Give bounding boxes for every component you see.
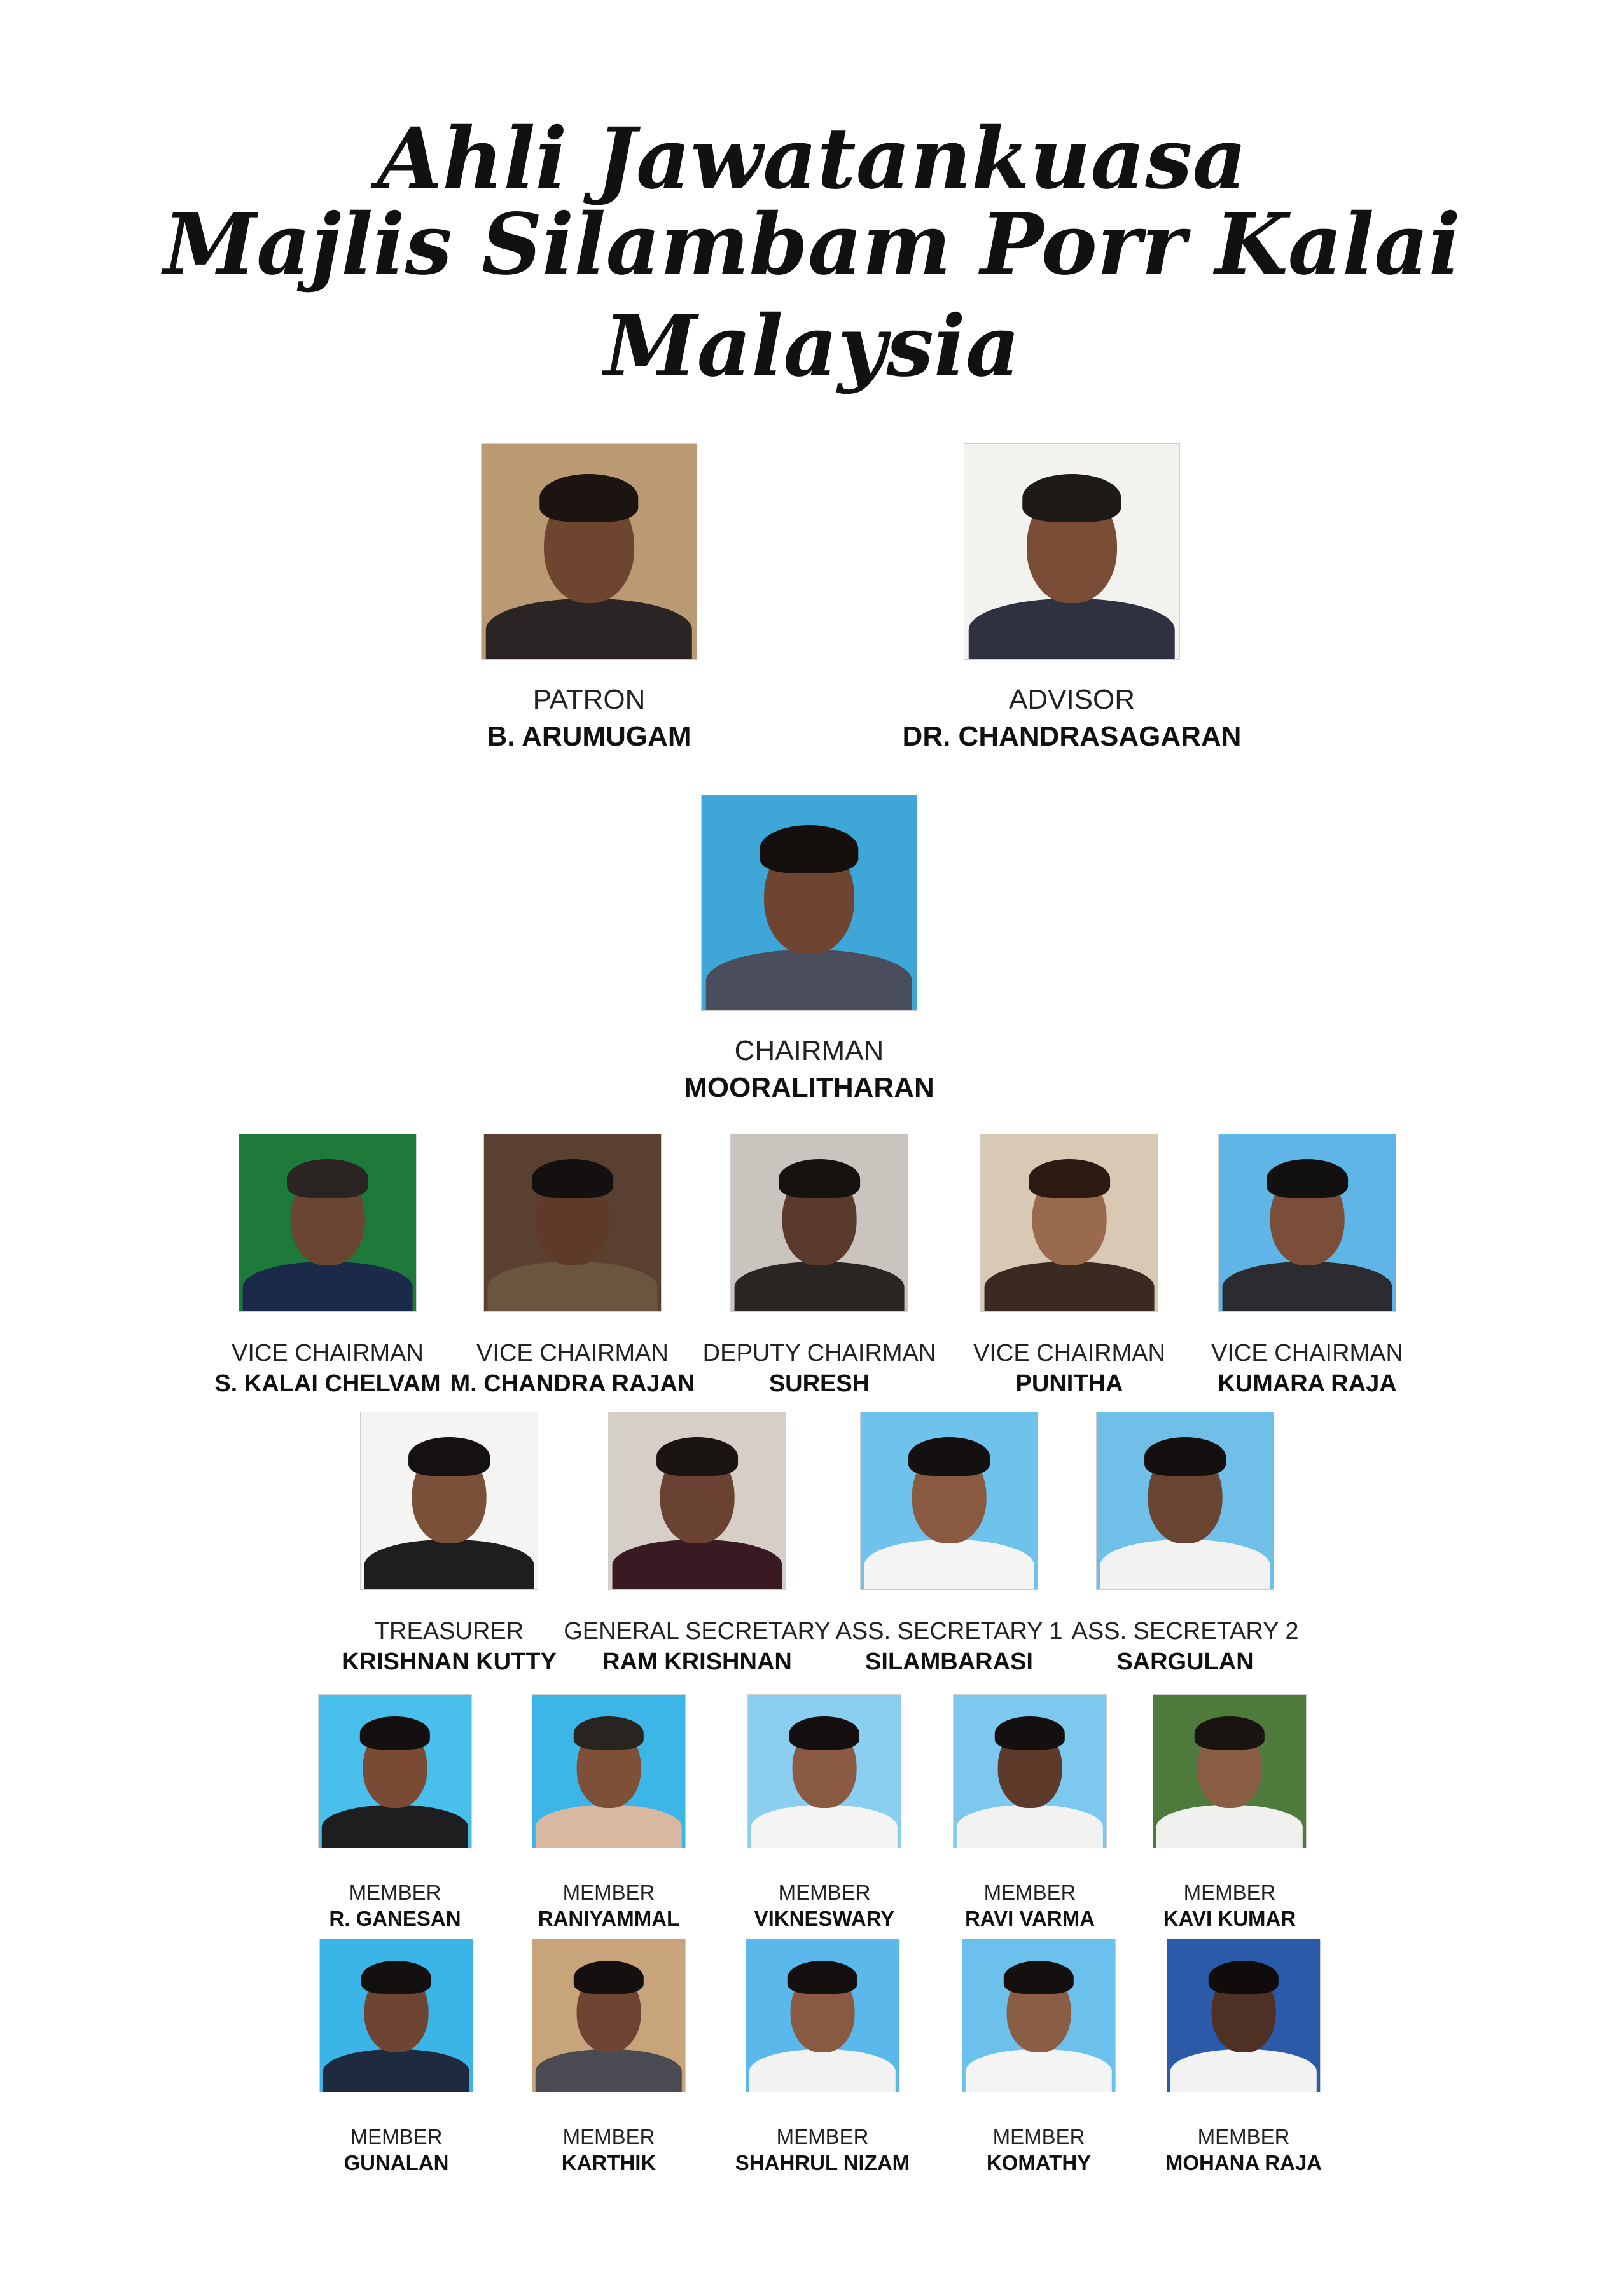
member-role: MEMBER — [349, 1881, 441, 1904]
member-photo — [964, 444, 1179, 659]
member-photo — [361, 1412, 538, 1589]
member-photo — [861, 1412, 1038, 1589]
portrait-hair — [789, 1716, 859, 1750]
portrait-shoulders — [1170, 2049, 1317, 2092]
member-photo — [239, 1134, 416, 1311]
member-photo — [532, 1939, 685, 2092]
member-role: MEMBER — [992, 2125, 1085, 2148]
member-card — [494, 1695, 723, 1932]
member-name: B. ARUMUGAM — [487, 721, 691, 752]
member-name: RAM KRISHNAN — [602, 1648, 792, 1675]
member-name: PUNITHA — [1015, 1370, 1123, 1397]
portrait-shoulders — [969, 599, 1175, 659]
portrait-hair — [1144, 1437, 1226, 1476]
portrait-hair — [574, 1961, 644, 1995]
member-name: MOHANA RAJA — [1165, 2151, 1322, 2175]
member-name: KUMARA RAJA — [1218, 1370, 1397, 1397]
portrait-hair — [574, 1716, 644, 1750]
member-name: RAVI VARMA — [964, 1907, 1095, 1930]
member-role: ASS. SECRETARY 2 — [1071, 1618, 1299, 1645]
portrait-shoulders — [243, 1262, 413, 1311]
portrait-hair — [656, 1437, 738, 1476]
portrait-shoulders — [985, 1262, 1155, 1311]
member-card — [710, 1695, 939, 1932]
member-card — [194, 1134, 461, 1399]
portrait-shoulders — [486, 599, 692, 659]
member-name: VIKNESWARY — [754, 1907, 895, 1930]
member-name: KOMATHY — [986, 2151, 1092, 2175]
member-role: MEMBER — [562, 1881, 655, 1904]
portrait-shoulders — [735, 1262, 905, 1311]
member-card — [494, 1939, 723, 2176]
member-card — [924, 1939, 1153, 2176]
member-photo — [319, 1695, 471, 1848]
portrait-shoulders — [1100, 1540, 1270, 1589]
member-role: MEMBER — [350, 2125, 443, 2148]
member-role: MEMBER — [1183, 1881, 1276, 1904]
member-photo — [981, 1134, 1158, 1311]
member-card — [281, 1695, 510, 1932]
member-name: SARGULAN — [1116, 1648, 1254, 1675]
member-photo — [320, 1939, 473, 2092]
portrait-hair — [1267, 1159, 1348, 1198]
member-name: DR. CHANDRASAGARAN — [902, 721, 1242, 752]
portrait-hair — [1209, 1961, 1279, 1995]
portrait-shoulders — [1156, 1805, 1303, 1848]
member-photo — [962, 1939, 1115, 2092]
portrait-hair — [788, 1961, 857, 1995]
member-card — [316, 1412, 583, 1677]
member-role: MEMBER — [778, 1881, 871, 1904]
member-card — [439, 1134, 706, 1399]
portrait-shoulders — [323, 2049, 469, 2092]
member-card — [686, 1134, 953, 1399]
portrait-hair — [995, 1716, 1065, 1750]
member-role: VICE CHAIRMAN — [232, 1340, 424, 1367]
member-photo — [954, 1695, 1106, 1848]
member-card — [915, 1695, 1144, 1932]
page-title-line2: Majlis Silambam Porr Kalai Malaysia — [163, 195, 1461, 396]
member-role: GENERAL SECRETARY — [564, 1618, 831, 1645]
member-card — [392, 444, 786, 756]
portrait-hair — [1022, 474, 1121, 521]
member-photo — [1153, 1695, 1306, 1848]
member-card — [564, 1412, 831, 1677]
member-name: KAVI KUMAR — [1163, 1907, 1296, 1930]
portrait-shoulders — [1223, 1262, 1392, 1311]
portrait-shoulders — [364, 1540, 534, 1589]
member-name: S. KALAI CHELVAM — [214, 1370, 441, 1397]
member-photo — [484, 1134, 661, 1311]
member-photo — [746, 1939, 899, 2092]
member-card — [1129, 1939, 1358, 2176]
member-role: VICE CHAIRMAN — [1211, 1340, 1403, 1367]
member-card — [708, 1939, 937, 2176]
portrait-shoulders — [613, 1540, 782, 1589]
member-card — [612, 795, 1006, 1107]
member-card — [1174, 1134, 1441, 1399]
portrait-shoulders — [957, 1805, 1103, 1848]
portrait-hair — [539, 474, 638, 521]
member-name: MOORALITHARAN — [684, 1072, 934, 1103]
member-card — [1115, 1695, 1344, 1932]
member-name: SHAHRUL NIZAM — [735, 2151, 910, 2175]
portrait-shoulders — [536, 1805, 682, 1848]
portrait-shoulders — [749, 2049, 896, 2092]
portrait-hair — [532, 1159, 613, 1198]
member-card — [936, 1134, 1203, 1399]
member-name: GUNALAN — [344, 2151, 449, 2175]
member-photo — [1097, 1412, 1274, 1589]
portrait-hair — [1029, 1159, 1110, 1198]
member-card — [1051, 1412, 1319, 1677]
member-role: PATRON — [532, 684, 646, 715]
member-role: VICE CHAIRMAN — [973, 1340, 1165, 1367]
member-name: KRISHNAN KUTTY — [342, 1648, 557, 1675]
member-role: MEMBER — [1197, 2125, 1290, 2148]
member-photo — [1167, 1939, 1320, 2092]
portrait-hair — [779, 1159, 860, 1198]
member-role: MEMBER — [562, 2125, 655, 2148]
member-name: M. CHANDRA RAJAN — [450, 1370, 695, 1397]
portrait-hair — [361, 1961, 431, 1995]
page-title-line1: Ahli Jawatankuasa — [377, 109, 1247, 208]
member-name: KARTHIK — [561, 2151, 656, 2175]
portrait-shoulders — [322, 1805, 468, 1848]
portrait-shoulders — [864, 1540, 1034, 1589]
portrait-shoulders — [966, 2049, 1112, 2092]
member-photo — [609, 1412, 786, 1589]
portrait-hair — [908, 1437, 990, 1476]
portrait-hair — [408, 1437, 490, 1476]
member-role: VICE CHAIRMAN — [476, 1340, 669, 1367]
portrait-hair — [1195, 1716, 1265, 1750]
member-card — [875, 444, 1269, 756]
member-role: MEMBER — [983, 1881, 1076, 1904]
portrait-shoulders — [706, 950, 912, 1010]
member-photo — [1219, 1134, 1396, 1311]
member-photo — [731, 1134, 908, 1311]
member-photo — [532, 1695, 685, 1848]
member-role: ASS. SECRETARY 1 — [835, 1618, 1063, 1645]
member-role: ADVISOR — [1008, 684, 1135, 715]
member-card — [815, 1412, 1083, 1677]
member-role: MEMBER — [776, 2125, 869, 2148]
portrait-shoulders — [488, 1262, 658, 1311]
member-role: TREASURER — [374, 1618, 524, 1645]
member-photo — [748, 1695, 901, 1848]
member-card — [282, 1939, 511, 2176]
portrait-shoulders — [536, 2049, 682, 2092]
member-role: CHAIRMAN — [734, 1035, 884, 1066]
member-photo — [702, 795, 917, 1010]
member-name: SURESH — [768, 1370, 870, 1397]
portrait-hair — [360, 1716, 430, 1750]
member-photo — [482, 444, 697, 659]
member-name: RANIYAMMAL — [538, 1907, 680, 1930]
portrait-shoulders — [751, 1805, 898, 1848]
member-role: DEPUTY CHAIRMAN — [702, 1340, 936, 1367]
member-name: R. GANESAN — [329, 1907, 461, 1930]
portrait-hair — [760, 825, 858, 872]
portrait-hair — [1004, 1961, 1074, 1995]
portrait-hair — [287, 1159, 368, 1198]
member-name: SILAMBARASI — [865, 1648, 1033, 1675]
